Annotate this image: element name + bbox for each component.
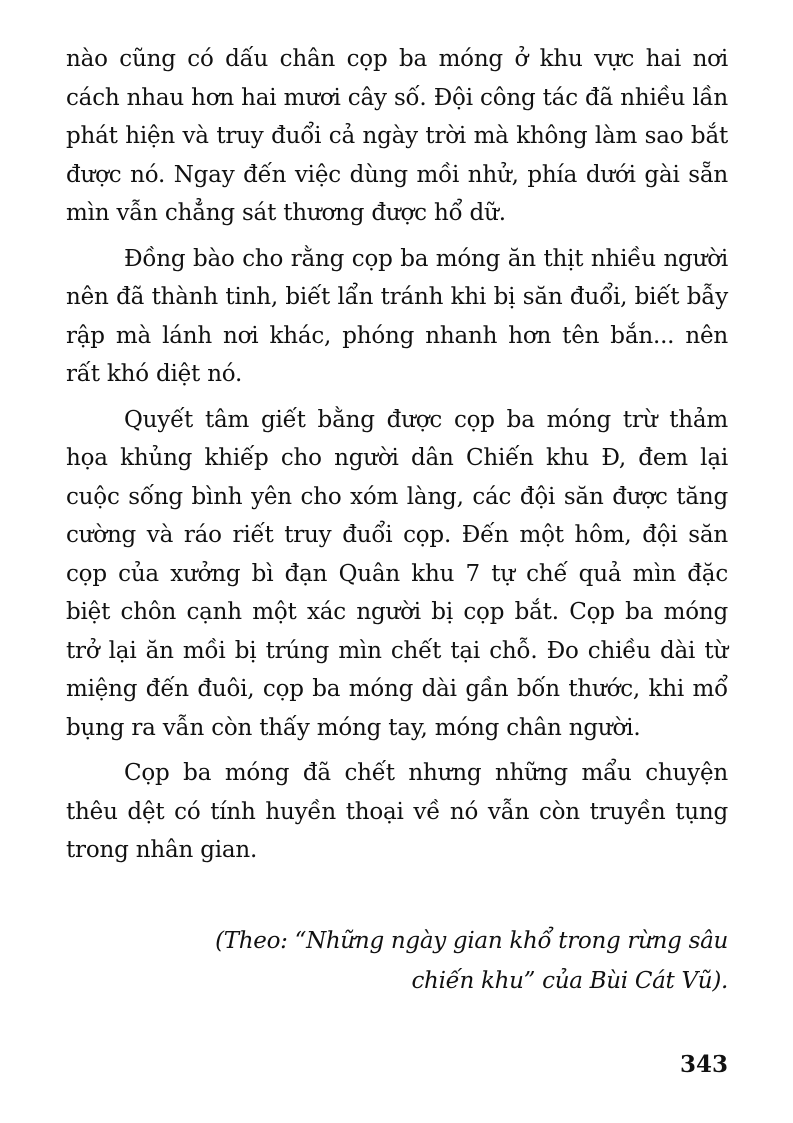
page-number: 343 bbox=[679, 1051, 728, 1078]
source-citation bbox=[128, 921, 728, 1001]
paragraph: Quyết tâm giết bằng được cọp ba móng trừ thảm họa khủng khiếp cho người dân Chiến khu Đ, đem lại cuộc sống bình yên cho xóm làng, các đội săn được tăng cường và ráo riết truy đuổi cọp. Đến một hôm, đội săn cọp của xưởng bì đạn Quân khu 7 tự chế quả mìn đặc biệt chôn cạnh một xác người bị cọp bắt. Cọp ba móng trở lại ăn mồi bị trúng mìn chết tại chỗ. Đo chiều dài từ miệng đến đuôi, cọp ba móng dài gần bốn thước, khi mổ bụng ra vẫn còn thấy móng tay, móng chân người. bbox=[66, 406, 728, 741]
paragraph: Đồng bào cho rằng cọp ba móng ăn thịt nhiều người nên đã thành tinh, biết lẩn tránh khi bị săn đuổi, biết bẫy rập mà lánh nơi khác, phóng nhanh hơn tên bắn... nên rất khó diệt nó. bbox=[66, 245, 728, 387]
paragraph: Cọp ba móng đã chết nhưng những mẩu chuyện thêu dệt có tính huyền thoại về nó vẫn còn truyền tụng trong nhân gian. bbox=[66, 760, 728, 863]
citation-line-2: chiến khu” của Bùi Cát Vũ). bbox=[411, 968, 728, 994]
citation-line-1: (Theo: “Những ngày gian khổ trong rừng sâu bbox=[215, 928, 728, 954]
body-text bbox=[66, 40, 728, 877]
paragraph-continued: nào cũng có dấu chân cọp ba móng ở khu vực hai nơi cách nhau hơn hai mươi cây số. Đội công tác đã nhiều lần phát hiện và truy đuổi cả ngày trời mà không làm sao bắt được nó. Ngay đến việc dùng mồi nhử, phía dưới gài sẵn mìn vẫn chẳng sát thương được hổ dữ. bbox=[66, 46, 728, 226]
